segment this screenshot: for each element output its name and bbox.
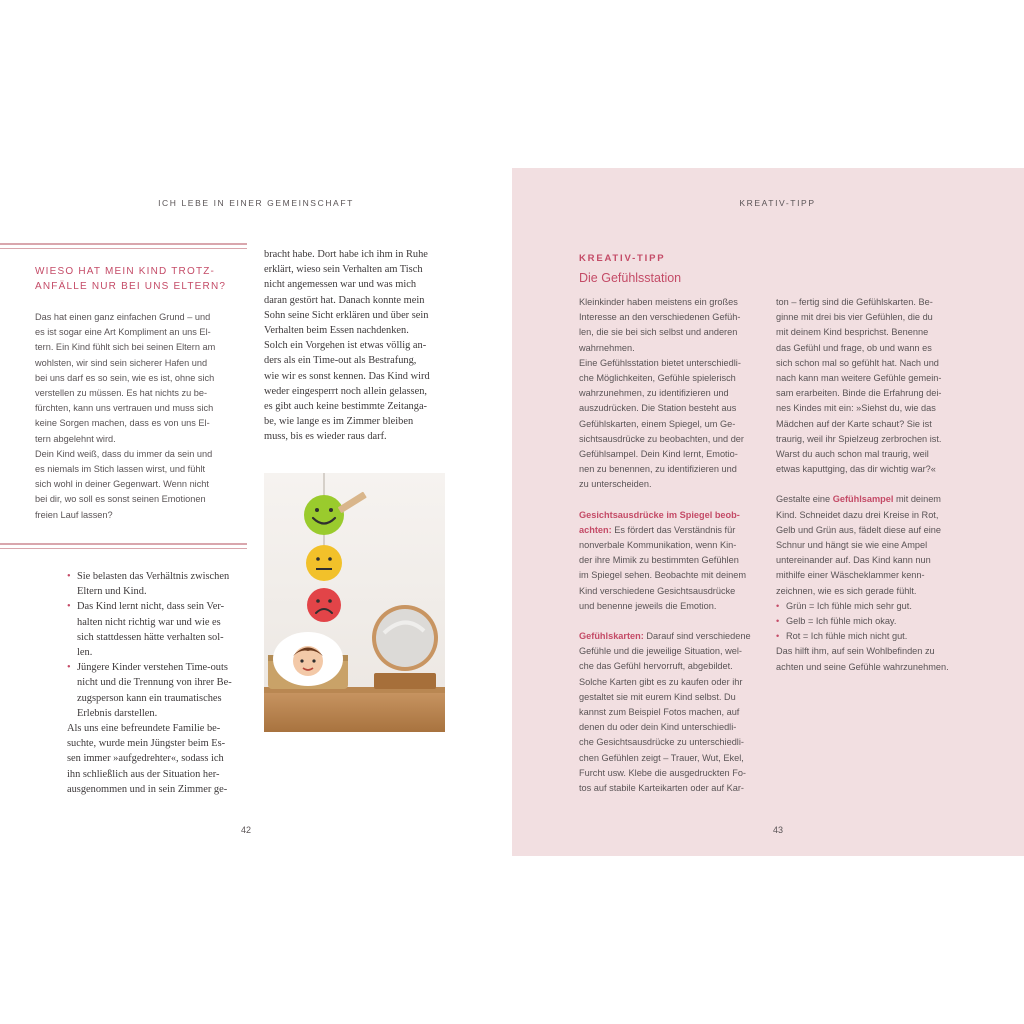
tip-line: und benenne jeweils die Emotion. xyxy=(579,600,717,611)
tip-line: sich schon mal so gefühlt hat. Nach und xyxy=(776,357,939,368)
neutral-face-icon xyxy=(306,545,342,581)
tip-line: mithilfe einer Wäscheklammer kenn- xyxy=(776,570,925,581)
page-number-right: 43 xyxy=(772,825,783,835)
box-top-rule xyxy=(0,243,247,245)
tip-line: Gefühlskarten, einem Spiegel, um Ge- xyxy=(579,418,736,429)
tip-line: len, die sie bei sich selbst und anderen xyxy=(579,327,738,338)
tip-line: che Möglichkeiten, Gefühle spielerisch xyxy=(579,373,736,384)
faq-line: tern. Ein Kind fühlt sich bei seinen Eltern am xyxy=(35,342,216,353)
body-line: wie wir es sonst kennen. Das Kind wird xyxy=(264,370,430,382)
body-line: daran gestört hat. Danach konnte mein xyxy=(264,294,425,306)
faq-body xyxy=(35,310,247,523)
tip-line: chen Gefühlen zeigt – Trauer, Wut, Ekel, xyxy=(579,752,744,763)
list-item-line: • Sie belasten das Verhältnis zwischen xyxy=(77,571,230,582)
tip-line: nach kann man weitere Gefühle gemein- xyxy=(776,373,942,384)
list-item-line: Erlebnis darstellen. xyxy=(77,707,158,719)
mirror-icon xyxy=(372,605,438,689)
body-line: be, wie lange es im Zimmer bleiben xyxy=(264,416,414,428)
list-item-line: sich stattdessen hätte verhalten sol- xyxy=(77,631,224,643)
ampel-post: mit deinem xyxy=(893,494,941,505)
body-line: bracht habe. Dort habe ich ihm in Ruhe xyxy=(264,249,428,260)
body-line: Sohn seine Sicht erklären und über sein xyxy=(264,309,429,321)
body-line: Als uns eine befreundete Familie be- xyxy=(67,723,221,735)
box-top-rule-2 xyxy=(0,248,247,249)
tip-line: kannst zum Beispiel Fotos machen, auf xyxy=(579,707,740,718)
tip-line: Eine Gefühlsstation bietet unterschiedli- xyxy=(579,357,741,368)
left-bullets xyxy=(67,569,252,797)
tip-line: nen zu benennen, zu identifizieren und xyxy=(579,464,737,475)
list-item: • Grün = Ich fühle mich sehr gut. xyxy=(776,599,971,614)
tip-line: sichtsausdrücke zu beobachten, und der xyxy=(579,433,744,444)
faq-line: verstellen zu müssen. Es hat nichts zu be- xyxy=(35,388,208,399)
body-line: Solch ein Vorgehen ist etwas völlig an- xyxy=(264,340,427,352)
tip-line: der ihre Mimik zu bestimmten Gefühlen xyxy=(579,555,739,566)
body-line: ausgenommen und in sein Zimmer ge- xyxy=(67,783,228,795)
tip-line: che das Gefühl hervorruft, abgebildet. xyxy=(579,661,733,672)
body-line: muss, bis es wieder raus darf. xyxy=(264,431,387,443)
list-item-line: Eltern und Kind. xyxy=(77,586,147,598)
faq-line: sich wohl in deiner Gegenwart. Wenn nicht xyxy=(35,479,209,490)
faq-line: keine Sorgen machen, dass es von uns El- xyxy=(35,418,210,429)
faq-line: Das hat einen ganz einfachen Grund – und xyxy=(35,312,211,322)
list-item-line: • Jüngere Kinder verstehen Time-outs xyxy=(77,662,228,674)
tip-line: gestaltet sie mit eurem Kind selbst. Du xyxy=(579,691,736,702)
faq-heading-line2: ANFÄLLE NUR BEI UNS ELTERN? xyxy=(35,281,227,292)
tip-kicker: KREATIV-TIPP xyxy=(579,253,666,264)
tip-line: tos auf stabile Karteikarten oder auf Kar- xyxy=(579,783,744,794)
body-line: nicht angemessen war und was mich xyxy=(264,279,417,291)
tip-line: Das hilft ihm, auf sein Wohlbefinden zu xyxy=(776,646,935,657)
list-item xyxy=(67,599,252,660)
tip-line: achten und seine Gefühle wahrzunehmen. xyxy=(776,661,949,672)
faq-line: bei uns darf es so sein, wie es ist, ohne sich xyxy=(35,372,215,383)
list-item: • Rot = Ich fühle mich nicht gut. xyxy=(776,629,971,644)
photo-illustration xyxy=(264,473,445,732)
tip-line: denen du oder dein Kind unterschiedli- xyxy=(579,722,737,733)
tip-line: nes Kindes mit ein: »Siehst du, wie das xyxy=(776,403,936,414)
faq-line: bei dir, wo soll es sonst seinen Emotionen xyxy=(35,494,206,505)
running-head-right: KREATIV-TIPP xyxy=(739,198,816,208)
body-line: suchte, wurde mein Jüngster beim Es- xyxy=(67,738,226,750)
list-item-line: • Das Kind lernt nicht, dass sein Ver- xyxy=(77,601,225,613)
tip-line: nonverbale Kommunikation, wenn Kin- xyxy=(579,540,737,551)
karten-label: Gefühlskarten: xyxy=(579,631,644,642)
tip-line: ton – fertig sind die Gefühlskarten. Be- xyxy=(776,297,933,307)
tip-line: wahrnehmen. xyxy=(579,342,635,353)
sad-face-icon xyxy=(307,588,341,622)
faq-line: es ist sogar eine Art Kompliment an uns El- xyxy=(35,327,211,338)
tip-line: untereinander auf. Das Kind kann nun xyxy=(776,555,931,566)
tip-line: traurig, weil ihr Spielzeug zerbrochen ist. xyxy=(776,433,942,444)
tip-line: Solche Karten gibt es zu kaufen oder ihr xyxy=(579,676,743,687)
faq-line: freien Lauf lassen? xyxy=(35,509,113,520)
list-item: • Gelb = Ich fühle mich okay. xyxy=(776,614,971,629)
spiegel-label-1: Gesichtsausdrücke im Spiegel beob- xyxy=(579,509,740,520)
ampel-pre: Gestalte eine xyxy=(776,494,833,505)
faq-heading-line1: WIESO HAT MEIN KIND TROTZ- xyxy=(35,266,216,277)
tip-line: Kind. Schneidet dazu drei Kreise in Rot, xyxy=(776,509,939,520)
body-line: ders als ein Time-out als Bestrafung, xyxy=(264,355,417,367)
tip-line: Furcht usw. Klebe die ausgedruckten Fo- xyxy=(579,767,746,778)
body-line: ihn schließlich aus der Situation her- xyxy=(67,768,220,780)
tip-line: Gefühlsampel. Dein Kind lernt, Emotio- xyxy=(579,449,738,460)
faq-line: wohlsten, wir sind sein sicherer Hafen und xyxy=(35,357,208,368)
faq-line: fürchten, kann uns vertrauen und muss sich xyxy=(35,403,214,414)
photo-feelings-station xyxy=(264,473,445,732)
tip-column-1 xyxy=(579,295,764,796)
tip-line: Kind verschiedene Gesichtsausdrücke xyxy=(579,585,736,596)
list-item-line: len. xyxy=(77,647,93,659)
tip-line: ginne mit drei bis vier Gefühlen, die du xyxy=(776,312,933,323)
spiegel-rest: Es fördert das Verständnis für xyxy=(611,524,736,535)
faq-line: es niemals im Stich lassen wirst, und fühlt xyxy=(35,464,206,475)
tip-line: Interesse an den verschiedenen Gefüh- xyxy=(579,312,741,323)
spiegel-label-2: achten: xyxy=(579,524,612,535)
left-page-column-2 xyxy=(264,247,449,445)
page-number-left: 42 xyxy=(240,825,251,835)
list-item-line: nicht und die Trennung von ihrer Be- xyxy=(77,677,232,689)
box-bottom-rule xyxy=(0,543,247,545)
box-bottom-rule-2 xyxy=(0,548,247,549)
tip-line: mit deinem Kind besprichst. Benenne xyxy=(776,327,929,338)
body-line: es gibt auch keine bestimmte Zeitanga- xyxy=(264,401,428,413)
body-line: sen immer »aufgedrehter«, sodass ich xyxy=(67,753,224,765)
tip-line: Schnur und hängt sie wie eine Ampel xyxy=(776,540,928,551)
body-line: erklärt, wieso sein Verhalten am Tisch xyxy=(264,264,423,276)
tip-line: Mädchen auf der Karte schaut? Sie ist xyxy=(776,418,932,429)
tip-line: etwas kaputtging, das dir wichtig war?« xyxy=(776,464,936,475)
tip-title: Die Gefühlsstation xyxy=(579,271,682,285)
body-line: Verhalten beim Essen nachdenken. xyxy=(264,325,409,337)
body-line: weder eingesperrt noch allein gelassen, xyxy=(264,385,428,397)
tip-line: Warst du auch schon mal traurig, weil xyxy=(776,449,929,460)
ampel-label: Gefühlsampel xyxy=(832,494,894,505)
list-item xyxy=(67,660,252,721)
karten-rest: Darauf sind verschiedene xyxy=(643,631,751,642)
tip-line: che Gesichtsausdrücke zu unterschiedli- xyxy=(579,737,744,748)
tip-line: das Gefühl und frage, ob und wann es xyxy=(776,342,932,353)
faq-line: Dein Kind weiß, dass du immer da sein und xyxy=(35,448,213,459)
tip-line: Gelb und Grün aus, fädelt diese auf eine xyxy=(776,524,941,535)
list-item-line: zugsperson kann ein traumatisches xyxy=(77,692,222,704)
tip-line: zeichnen, wie es sich gerade fühlt. xyxy=(776,585,917,596)
running-head-left: ICH LEBE IN EINER GEMEINSCHAFT xyxy=(158,198,354,208)
faq-box xyxy=(35,264,247,523)
happy-face-icon xyxy=(304,495,344,535)
tip-line: Kleinkinder haben meistens ein großes xyxy=(579,297,738,307)
tip-line: auszudrücken. Die Station besteht aus xyxy=(579,403,737,414)
faq-line: tern abgelehnt wird. xyxy=(35,433,116,444)
tip-line: sam erarbeiten. Binde die Erfahrung dei- xyxy=(776,388,942,399)
tip-column-2 xyxy=(776,295,971,675)
list-item-line: halten nicht richtig war und wie es xyxy=(77,616,221,628)
face-card-icon xyxy=(273,632,343,686)
tip-line: zu unterscheiden. xyxy=(579,479,652,490)
tip-line: Gefühle und die jeweilige Situation, wel- xyxy=(579,646,742,657)
tip-line: wahrzunehmen, zu identifizieren und xyxy=(579,388,729,399)
tip-line: im Spiegel sehen. Beobachte mit deinem xyxy=(579,570,747,581)
list-item xyxy=(67,569,252,599)
